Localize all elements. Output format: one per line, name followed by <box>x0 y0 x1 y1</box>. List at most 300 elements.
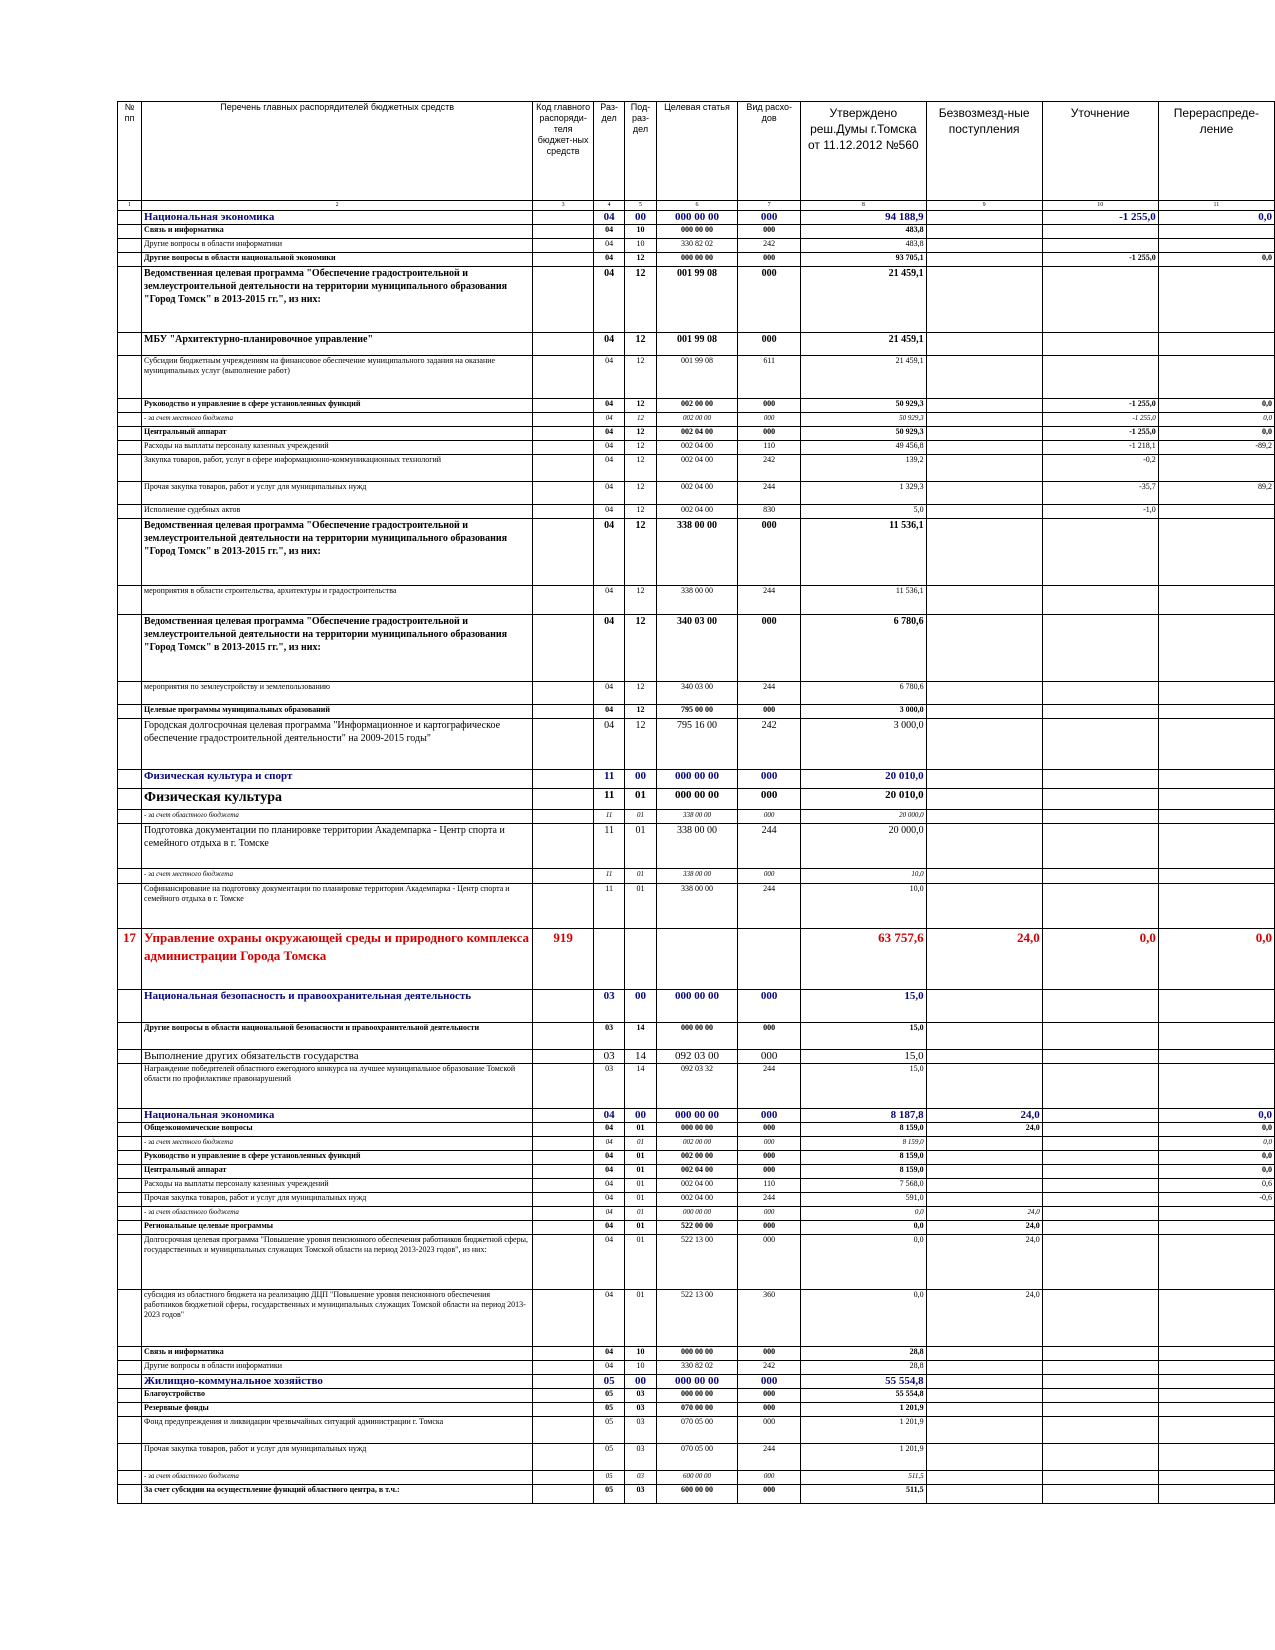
cell-realloc <box>1158 719 1274 770</box>
cell-subsection: 01 <box>625 1165 656 1179</box>
cell-name: Долгосрочная целевая программа "Повышение уровня пенсионного обеспечения работников бюджетной сферы, государственных и муниципальных служащих Томской области на период 2013-2023 годов", из них: <box>142 1235 533 1290</box>
cell-name: Ведомственная целевая программа "Обеспечение градостроительной и землеустроительной деятельности на территории муниципального образования "Город Томск" в 2013-2015 гг.", из них: <box>142 615 533 682</box>
cell-approved: 3 000,0 <box>801 705 927 719</box>
cell-name: Благоустройство <box>142 1389 533 1403</box>
cell-code <box>533 239 594 253</box>
cell-section: 04 <box>593 705 624 719</box>
cell-section: 04 <box>593 1165 624 1179</box>
cell-realloc <box>1158 869 1274 884</box>
cell-subsection: 01 <box>625 869 656 884</box>
cell-realloc: 0,0 <box>1158 1123 1274 1137</box>
cell-grants <box>926 1471 1042 1485</box>
cell-subsection: 01 <box>625 1137 656 1151</box>
cell-approved: 49 456,8 <box>801 441 927 455</box>
cell-clarify <box>1042 1347 1158 1361</box>
cell-name: - за счет областного бюджета <box>142 1207 533 1221</box>
table-body <box>118 211 1275 1504</box>
cell-approved: 15,0 <box>801 1050 927 1064</box>
cell-name: Другие вопросы в области информатики <box>142 1361 533 1375</box>
cell-name: Руководство и управление в сфере установленных функций <box>142 399 533 413</box>
cell-target: 338 00 00 <box>656 519 738 586</box>
cell-grants <box>926 1375 1042 1389</box>
cell-clarify <box>1042 356 1158 399</box>
cell-target: 002 00 00 <box>656 413 738 427</box>
cell-num <box>118 441 142 455</box>
cell-section: 04 <box>593 1235 624 1290</box>
cell-exptype: 244 <box>738 682 801 705</box>
cell-name: За счет субсидии на осуществление функций областного центра, в т.ч.: <box>142 1485 533 1504</box>
cell-realloc <box>1158 789 1274 810</box>
table-row <box>118 1193 1275 1207</box>
cell-realloc <box>1158 356 1274 399</box>
cell-section: 04 <box>593 211 624 225</box>
cell-grants <box>926 239 1042 253</box>
cell-section: 04 <box>593 1221 624 1235</box>
cell-subsection: 14 <box>625 1023 656 1050</box>
cell-section: 04 <box>593 1179 624 1193</box>
cell-exptype: 242 <box>738 719 801 770</box>
cell-exptype: 000 <box>738 267 801 333</box>
cell-realloc: 0,0 <box>1158 427 1274 441</box>
cell-approved: 15,0 <box>801 1064 927 1109</box>
table-row <box>118 413 1275 427</box>
cell-clarify <box>1042 615 1158 682</box>
cell-num <box>118 225 142 239</box>
table-row <box>118 239 1275 253</box>
cell-subsection: 12 <box>625 519 656 586</box>
cell-subsection: 12 <box>625 427 656 441</box>
cell-exptype: 000 <box>738 990 801 1023</box>
table-row <box>118 824 1275 869</box>
cell-code <box>533 884 594 929</box>
cell-code <box>533 253 594 267</box>
cell-num <box>118 399 142 413</box>
cell-exptype: 000 <box>738 1389 801 1403</box>
cell-code <box>533 519 594 586</box>
cell-code <box>533 1290 594 1347</box>
cell-code <box>533 1485 594 1504</box>
cell-grants <box>926 482 1042 505</box>
cell-num <box>118 1137 142 1151</box>
table-row <box>118 770 1275 789</box>
header-exptype: Вид расхо-дов <box>738 102 801 201</box>
cell-grants <box>926 399 1042 413</box>
cell-grants <box>926 682 1042 705</box>
header-grants: Безвозмезд-ные поступления <box>926 102 1042 201</box>
cell-realloc: 89,2 <box>1158 482 1274 505</box>
cell-clarify <box>1042 1361 1158 1375</box>
cell-code <box>533 1361 594 1375</box>
cell-name: Ведомственная целевая программа "Обеспечение градостроительной и землеустроительной деятельности на территории муниципального образования "Город Томск" в 2013-2015 гг.", из них: <box>142 267 533 333</box>
cell-subsection: 12 <box>625 413 656 427</box>
cell-approved: 21 459,1 <box>801 333 927 356</box>
cell-exptype: 000 <box>738 789 801 810</box>
cell-exptype: 244 <box>738 1193 801 1207</box>
cell-grants: 24,0 <box>926 1207 1042 1221</box>
cell-target <box>656 929 738 990</box>
cell-realloc <box>1158 1235 1274 1290</box>
cell-clarify <box>1042 869 1158 884</box>
cell-subsection: 12 <box>625 682 656 705</box>
table-row <box>118 586 1275 615</box>
cell-realloc: 0,0 <box>1158 1165 1274 1179</box>
cell-name: Национальная безопасность и правоохранительная деятельность <box>142 990 533 1023</box>
cell-subsection: 01 <box>625 884 656 929</box>
cell-target: 338 00 00 <box>656 824 738 869</box>
cell-grants <box>926 211 1042 225</box>
table-row <box>118 253 1275 267</box>
cell-clarify: -1 255,0 <box>1042 399 1158 413</box>
cell-grants: 24,0 <box>926 1123 1042 1137</box>
cell-code <box>533 399 594 413</box>
cell-realloc <box>1158 455 1274 482</box>
cell-approved: 50 929,3 <box>801 413 927 427</box>
cell-subsection: 00 <box>625 770 656 789</box>
cell-name: - за счет областного бюджета <box>142 810 533 824</box>
cell-approved: 93 705,1 <box>801 253 927 267</box>
cell-num <box>118 1151 142 1165</box>
cell-num <box>118 519 142 586</box>
cell-target: 522 13 00 <box>656 1235 738 1290</box>
cell-exptype: 000 <box>738 413 801 427</box>
table-row <box>118 1444 1275 1471</box>
cell-num <box>118 1361 142 1375</box>
cell-exptype: 000 <box>738 869 801 884</box>
cell-exptype: 000 <box>738 519 801 586</box>
table-row <box>118 1471 1275 1485</box>
cell-approved: 6 780,6 <box>801 615 927 682</box>
cell-realloc <box>1158 1471 1274 1485</box>
cell-name: Центральный аппарат <box>142 427 533 441</box>
budget-table <box>117 101 1275 1504</box>
cell-grants <box>926 1347 1042 1361</box>
cell-section: 11 <box>593 810 624 824</box>
cell-realloc <box>1158 1485 1274 1504</box>
table-row <box>118 869 1275 884</box>
cell-subsection: 10 <box>625 1361 656 1375</box>
cell-grants <box>926 1193 1042 1207</box>
cell-exptype: 000 <box>738 399 801 413</box>
cell-name: Исполнение судебных актов <box>142 505 533 519</box>
cell-section: 03 <box>593 990 624 1023</box>
cell-subsection: 10 <box>625 1347 656 1361</box>
cell-approved: 20 010,0 <box>801 770 927 789</box>
cell-code <box>533 1023 594 1050</box>
cell-num <box>118 1023 142 1050</box>
cell-section: 04 <box>593 682 624 705</box>
cell-target: 338 00 00 <box>656 586 738 615</box>
cell-subsection: 03 <box>625 1444 656 1471</box>
cell-target: 522 00 00 <box>656 1221 738 1235</box>
cell-clarify <box>1042 1221 1158 1235</box>
cell-target: 000 00 00 <box>656 1389 738 1403</box>
cell-approved: 55 554,8 <box>801 1375 927 1389</box>
cell-exptype: 000 <box>738 615 801 682</box>
cell-code <box>533 1347 594 1361</box>
cell-clarify <box>1042 1485 1158 1504</box>
cell-exptype: 000 <box>738 333 801 356</box>
cell-grants <box>926 1064 1042 1109</box>
cell-subsection: 12 <box>625 356 656 399</box>
cell-exptype: 000 <box>738 225 801 239</box>
cell-name: Связь и информатика <box>142 1347 533 1361</box>
cell-exptype: 242 <box>738 1361 801 1375</box>
header-section: Раз-дел <box>593 102 624 201</box>
cell-num <box>118 824 142 869</box>
cell-clarify <box>1042 1123 1158 1137</box>
cell-subsection: 12 <box>625 441 656 455</box>
cell-clarify: -35,7 <box>1042 482 1158 505</box>
cell-section: 04 <box>593 225 624 239</box>
cell-num <box>118 413 142 427</box>
cell-num <box>118 253 142 267</box>
cell-section: 04 <box>593 615 624 682</box>
cell-grants <box>926 267 1042 333</box>
cell-section: 04 <box>593 1137 624 1151</box>
cell-section: 11 <box>593 770 624 789</box>
cell-realloc: 0,0 <box>1158 413 1274 427</box>
cell-num <box>118 505 142 519</box>
cell-target: 000 00 00 <box>656 211 738 225</box>
cell-num <box>118 719 142 770</box>
cell-target: 000 00 00 <box>656 1375 738 1389</box>
cell-exptype: 242 <box>738 239 801 253</box>
header-num: № пп <box>118 102 142 201</box>
cell-code <box>533 505 594 519</box>
cell-code <box>533 427 594 441</box>
cell-clarify: -1 218,1 <box>1042 441 1158 455</box>
cell-approved: 20 000,0 <box>801 810 927 824</box>
col-index: 1 <box>118 201 142 211</box>
cell-exptype: 000 <box>738 1221 801 1235</box>
cell-clarify <box>1042 519 1158 586</box>
cell-subsection: 10 <box>625 225 656 239</box>
cell-name: субсидия из областного бюджета на реализацию ДЦП "Повышение уровня пенсионного обеспечения работников бюджетной сферы, государственных и муниципальных служащих Томской области на период 2013-2023 годов" <box>142 1290 533 1347</box>
cell-realloc <box>1158 1207 1274 1221</box>
cell-grants <box>926 225 1042 239</box>
cell-realloc: -89,2 <box>1158 441 1274 455</box>
cell-grants <box>926 253 1042 267</box>
cell-subsection: 01 <box>625 810 656 824</box>
cell-subsection: 12 <box>625 505 656 519</box>
cell-code <box>533 413 594 427</box>
cell-clarify <box>1042 770 1158 789</box>
cell-exptype: 000 <box>738 1417 801 1444</box>
cell-exptype: 000 <box>738 1235 801 1290</box>
cell-exptype: 000 <box>738 1347 801 1361</box>
cell-grants <box>926 505 1042 519</box>
cell-target: 795 00 00 <box>656 705 738 719</box>
table-row <box>118 1403 1275 1417</box>
cell-target: 000 00 00 <box>656 789 738 810</box>
table-row <box>118 519 1275 586</box>
cell-target: 000 00 00 <box>656 1109 738 1123</box>
cell-code <box>533 990 594 1023</box>
cell-grants <box>926 413 1042 427</box>
cell-target: 002 04 00 <box>656 427 738 441</box>
cell-section: 04 <box>593 1347 624 1361</box>
cell-name: - за счет местного бюджета <box>142 413 533 427</box>
cell-approved: 15,0 <box>801 990 927 1023</box>
cell-clarify: -1,0 <box>1042 505 1158 519</box>
cell-realloc <box>1158 333 1274 356</box>
cell-code <box>533 1235 594 1290</box>
cell-name: Закупка товаров, работ, услуг в сфере информационно-коммуникационных технологий <box>142 455 533 482</box>
cell-clarify: 0,0 <box>1042 929 1158 990</box>
cell-subsection: 01 <box>625 789 656 810</box>
col-index: 10 <box>1042 201 1158 211</box>
cell-name: Расходы на выплаты персоналу казенных учреждений <box>142 1179 533 1193</box>
cell-section: 05 <box>593 1471 624 1485</box>
table-row <box>118 211 1275 225</box>
cell-approved: 8 159,0 <box>801 1137 927 1151</box>
cell-section: 11 <box>593 869 624 884</box>
cell-section: 05 <box>593 1403 624 1417</box>
cell-realloc: 0,0 <box>1158 929 1274 990</box>
cell-code <box>533 1403 594 1417</box>
cell-grants <box>926 810 1042 824</box>
cell-realloc: 0,0 <box>1158 211 1274 225</box>
cell-code <box>533 810 594 824</box>
cell-approved: 8 159,0 <box>801 1165 927 1179</box>
cell-realloc <box>1158 824 1274 869</box>
cell-grants <box>926 1023 1042 1050</box>
cell-realloc <box>1158 1417 1274 1444</box>
col-index: 2 <box>142 201 533 211</box>
cell-code <box>533 789 594 810</box>
cell-name: Физическая культура и спорт <box>142 770 533 789</box>
cell-num <box>118 1375 142 1389</box>
cell-exptype: 244 <box>738 482 801 505</box>
cell-grants <box>926 333 1042 356</box>
table-row <box>118 1485 1275 1504</box>
table-row <box>118 705 1275 719</box>
cell-realloc: 0,6 <box>1158 1179 1274 1193</box>
cell-subsection: 03 <box>625 1417 656 1444</box>
header-approved: Утверждено реш.Думы г.Томска от 11.12.2012 №560 <box>801 102 927 201</box>
table-row <box>118 333 1275 356</box>
cell-realloc <box>1158 682 1274 705</box>
cell-num <box>118 615 142 682</box>
cell-subsection: 12 <box>625 586 656 615</box>
cell-realloc <box>1158 505 1274 519</box>
cell-exptype: 000 <box>738 1471 801 1485</box>
cell-num <box>118 239 142 253</box>
header-clarify: Уточнение <box>1042 102 1158 201</box>
cell-num <box>118 869 142 884</box>
table-row <box>118 789 1275 810</box>
cell-subsection: 12 <box>625 455 656 482</box>
cell-grants: 24,0 <box>926 1290 1042 1347</box>
table-row <box>118 990 1275 1023</box>
table-row <box>118 1375 1275 1389</box>
cell-grants <box>926 719 1042 770</box>
col-index: 8 <box>801 201 927 211</box>
cell-section: 04 <box>593 1361 624 1375</box>
cell-subsection: 12 <box>625 267 656 333</box>
cell-clarify <box>1042 824 1158 869</box>
cell-code <box>533 1207 594 1221</box>
cell-target: 002 00 00 <box>656 1137 738 1151</box>
cell-name: Выполнение других обязательств государства <box>142 1050 533 1064</box>
cell-approved: 63 757,6 <box>801 929 927 990</box>
cell-approved: 1 329,3 <box>801 482 927 505</box>
cell-realloc <box>1158 1064 1274 1109</box>
cell-target: 002 04 00 <box>656 455 738 482</box>
table-row <box>118 225 1275 239</box>
cell-clarify <box>1042 990 1158 1023</box>
cell-num <box>118 1389 142 1403</box>
cell-num <box>118 884 142 929</box>
cell-code <box>533 211 594 225</box>
cell-name: Жилищно-коммунальное хозяйство <box>142 1375 533 1389</box>
cell-clarify: -1 255,0 <box>1042 211 1158 225</box>
cell-num <box>118 1050 142 1064</box>
cell-approved: 10,0 <box>801 869 927 884</box>
cell-grants <box>926 441 1042 455</box>
cell-grants <box>926 1137 1042 1151</box>
cell-num <box>118 1444 142 1471</box>
cell-subsection: 00 <box>625 990 656 1023</box>
cell-name: Общеэкономические вопросы <box>142 1123 533 1137</box>
cell-realloc <box>1158 1290 1274 1347</box>
cell-clarify <box>1042 1471 1158 1485</box>
cell-name: мероприятия в области строительства, архитектуры и градостроительства <box>142 586 533 615</box>
cell-grants <box>926 1485 1042 1504</box>
cell-subsection: 03 <box>625 1389 656 1403</box>
table-row <box>118 1221 1275 1235</box>
cell-exptype: 000 <box>738 1375 801 1389</box>
cell-realloc <box>1158 1221 1274 1235</box>
cell-approved: 8 159,0 <box>801 1123 927 1137</box>
cell-target: 002 04 00 <box>656 482 738 505</box>
cell-name: Региональные целевые программы <box>142 1221 533 1235</box>
cell-section: 03 <box>593 1050 624 1064</box>
cell-grants <box>926 1151 1042 1165</box>
cell-clarify <box>1042 1207 1158 1221</box>
cell-realloc: 0,0 <box>1158 1109 1274 1123</box>
cell-target: 000 00 00 <box>656 990 738 1023</box>
cell-name: Управление охраны окружающей среды и природного комплекса администрации Города Томска <box>142 929 533 990</box>
table-row <box>118 1207 1275 1221</box>
cell-code <box>533 1179 594 1193</box>
cell-code <box>533 1221 594 1235</box>
cell-grants <box>926 356 1042 399</box>
cell-num <box>118 1290 142 1347</box>
cell-realloc <box>1158 810 1274 824</box>
cell-target: 002 04 00 <box>656 505 738 519</box>
cell-name: Прочая закупка товаров, работ и услуг для муниципальных нужд <box>142 1193 533 1207</box>
cell-approved: 20 010,0 <box>801 789 927 810</box>
cell-realloc <box>1158 884 1274 929</box>
cell-target: 002 04 00 <box>656 1193 738 1207</box>
cell-num <box>118 1347 142 1361</box>
cell-code <box>533 1444 594 1471</box>
cell-target: 338 00 00 <box>656 884 738 929</box>
cell-approved: 1 201,9 <box>801 1417 927 1444</box>
cell-code <box>533 1137 594 1151</box>
table-row <box>118 719 1275 770</box>
cell-realloc <box>1158 1375 1274 1389</box>
cell-name: Софинансирование на подготовку документации по планировке территории Академпарка - Центр спорта и семейного отдыха в г. Томске <box>142 884 533 929</box>
cell-section: 03 <box>593 1064 624 1109</box>
cell-realloc <box>1158 1389 1274 1403</box>
cell-section: 04 <box>593 505 624 519</box>
cell-clarify <box>1042 705 1158 719</box>
cell-code <box>533 333 594 356</box>
table-row <box>118 1123 1275 1137</box>
cell-exptype: 000 <box>738 1403 801 1417</box>
